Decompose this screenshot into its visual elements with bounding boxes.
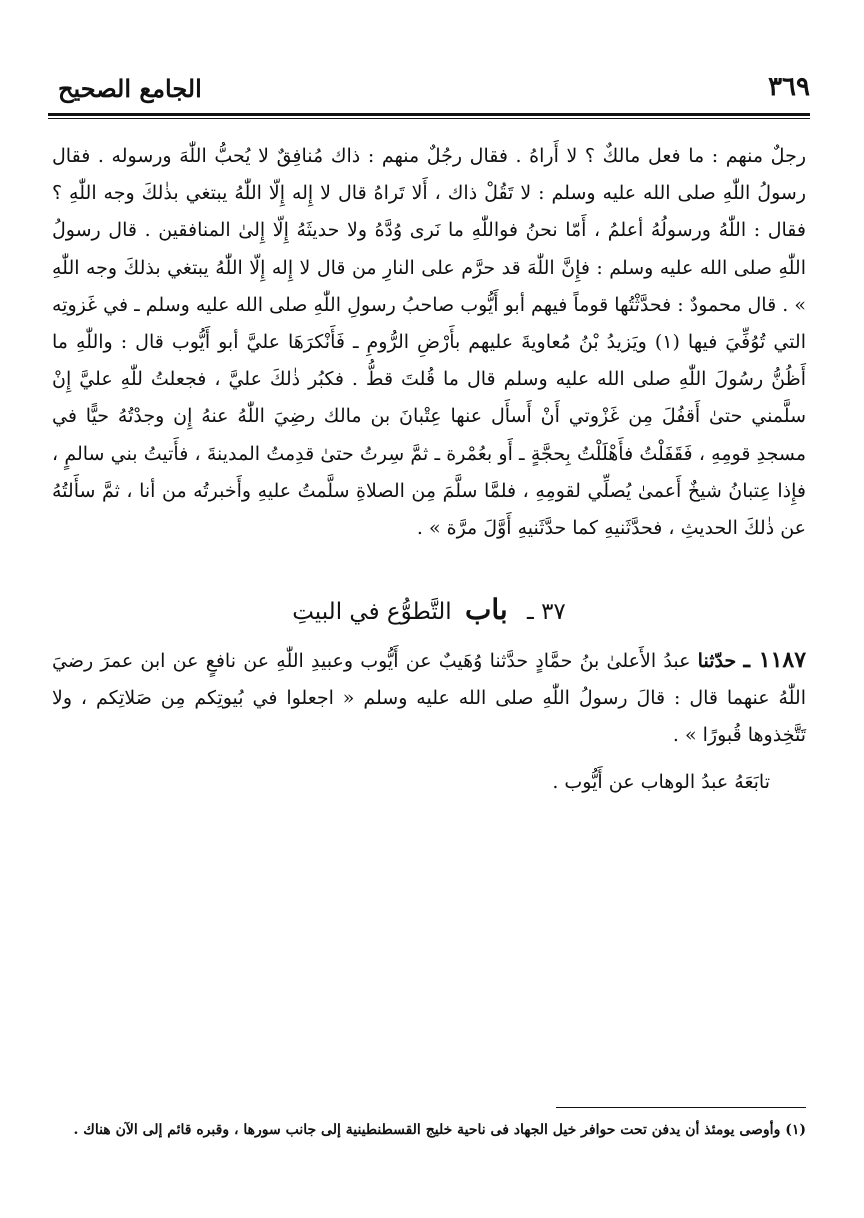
page-number: ٣٦٩ <box>768 72 810 102</box>
hadith-haddathana: حدّثنا <box>697 650 737 672</box>
chapter-word: باب <box>465 593 508 626</box>
hadith-text: عبدُ الأَعلىٰ بنُ حمَّادٍ حدَّثنا وُهَيبٌ عن أَيُّوب وعبيدِ اللّٰهِ عن نافعٍ عن ابن عمرَ رضيَ اللّٰهُ عنهما قال : قالَ رسولُ اللّٰهِ صلى الله عليه وسلم « اجعلوا في بُيوتِكم مِن صَلاتِكم ، ولا تَتَّخِذوها قُبورًا » . <box>52 650 806 747</box>
running-title: الجامع الصحيح <box>58 74 202 103</box>
footnote: (١) وأوصى يومئذ أن يدفن تحت حوافر خيل الجهاد فى ناحية خليج القسطنطينية إلى جانب سورها ، وقبره قائم إلى الآن هناك . <box>73 1122 806 1138</box>
header-rule <box>48 113 810 116</box>
paragraph-1: رجلٌ منهم : ما فعل مالكٌ ؟ لا أَراهُ . فقال رجُلٌ منهم : ذاك مُنافِقٌ لا يُحبُّ اللّٰهَ ورسوله . فقال رسولُ اللّٰهِ صلى الله عليه وسلم : لا تَقُلْ ذاك ، أَلا تَراهُ قال لا إِله إِلّا اللّٰهُ يبتغي بذٰلكَ وجه اللّٰهِ ؟ فقال : اللّٰهُ ورسولُهُ أعلمُ ، أَمّا نحنُ فواللّٰهِ ما نَرى وُدَّهُ ولا حديثَهُ إِلّا إِلىٰ المنافقين . قال رسولُ اللّٰهِ صلى الله عليه وسلم : فإِنَّ اللّٰهَ قد حرَّم على النارِ من قال لا إِله إِلّا اللّٰهُ يبتغي بذلكَ وجه اللّٰهِ » . قال محمودٌ : فحدَّثْتُها قوماً فيهم أبو أَيُّوب صاحبُ رسولِ اللّٰهِ صلى الله عليه وسلم ـ في غَزوتِه التي تُوُفِّيَ فيها (١) ويَزيدُ بْنُ مُعاويةَ عليهم بأَرْضِ الرُّومِ ـ فَأَنْكرَهَا عليَّ أبو أَيُّوب قال : واللّٰهِ ما أَظُنُّ رسُولَ اللّٰهِ صلى الله عليه وسلم قال ما قُلتَ قطُّ . فكبُر ذٰلكَ عليَّ ، فجعلتُ للّٰهِ عليَّ إِنْ سلَّمني حتىٰ أَقفُلَ مِن غَزْوتي أَنْ أَسأَل عنها عِتْبانَ بن مالك رضِيَ اللّٰهُ عنهُ إِن وجدْتُهُ حيًّا في مسجدِ قومِهِ ، فَقَفَلْتُ فأَهْلَلْتُ بِحجَّةٍ ـ أَو بعُمْرة ـ ثمَّ سِرتُ حتىٰ قدِمتُ المدينةَ ، فأَتيتُ بني سالمٍ ، فإِذا عِتبانُ شيخٌ أَعمىٰ يُصلِّي لقومِهِ ، فلمَّا سلَّمَ مِن الصلاةِ سلَّمتُ عليهِ وأَخبرتُه من أنا ، ثمَّ سأَلتُهُ عن ذٰلكَ الحديثِ ، فحدَّثَنيهِ كما حدَّثَنيهِ أَوَّلَ مرَّة » . <box>52 145 806 540</box>
hadith-number: ١١٨٧ ـ <box>743 647 807 673</box>
hadith-paragraph <box>52 642 806 755</box>
chapter-heading <box>52 592 806 630</box>
header-rule-thin <box>48 118 810 119</box>
paragraph-3: تابَعَهُ عبدُ الوهاب عن أَيُّوب . <box>552 771 770 793</box>
chapter-title: التَّطوُّع في البيتِ <box>292 599 452 625</box>
chapter-number: ٣٧ ـ <box>527 599 566 625</box>
footnote-rule <box>556 1107 806 1108</box>
page-header <box>48 66 810 114</box>
